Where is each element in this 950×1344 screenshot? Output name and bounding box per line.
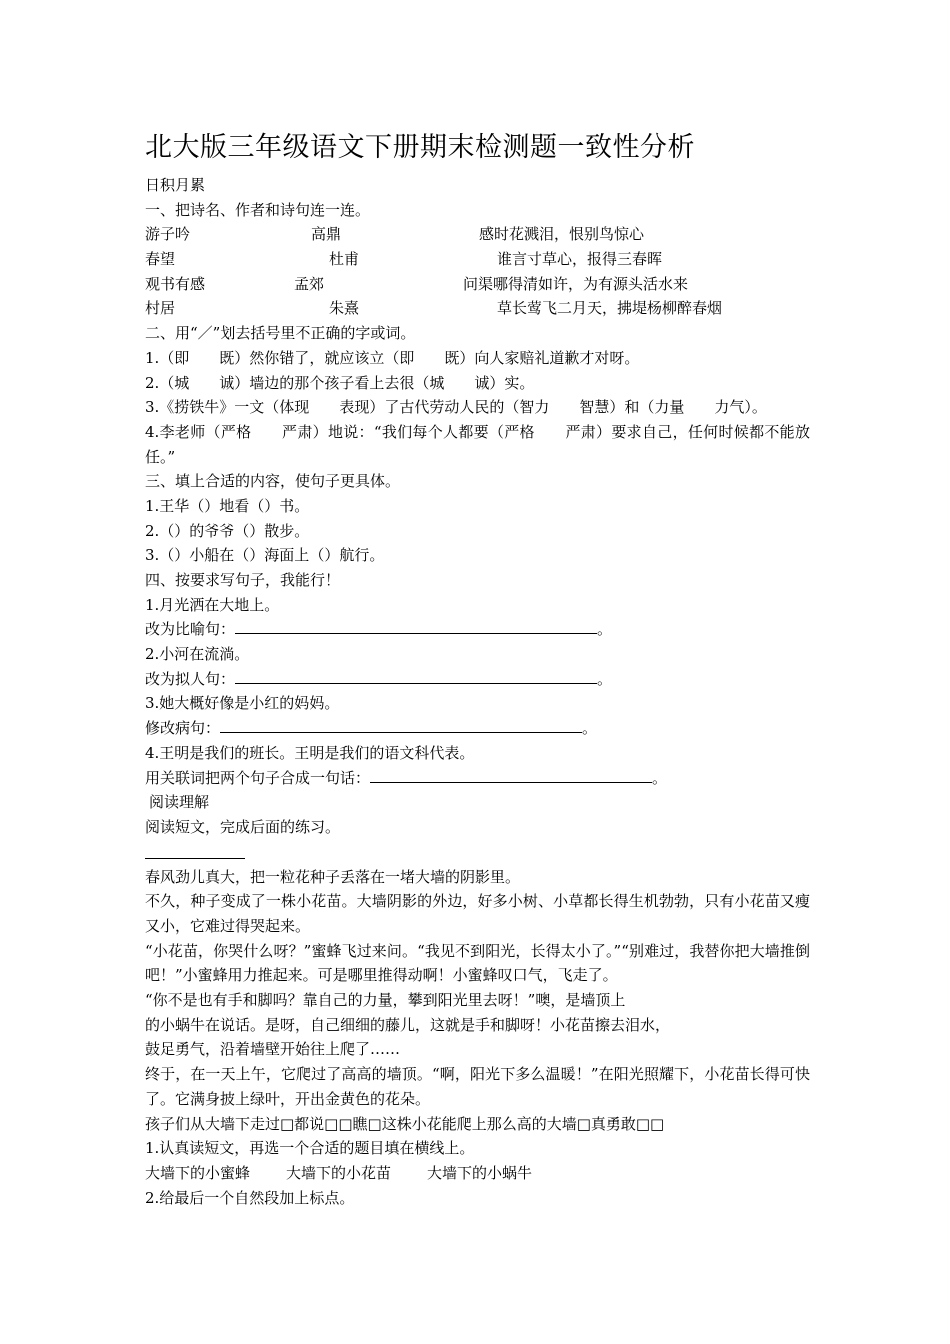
- poem-line: 草长莺飞二月天，拂堤杨柳醉春烟: [497, 299, 723, 318]
- poem-name: 村居: [145, 299, 176, 318]
- q4-answer-line: [145, 617, 810, 642]
- q1-row: [145, 272, 810, 297]
- q3-item: 3.（）小船在（）海面上（）航行。: [145, 546, 385, 565]
- q1-row: [145, 247, 810, 272]
- q4-sentence: 2.小河在流淌。: [145, 645, 250, 664]
- period-mark: 。: [582, 719, 598, 738]
- story-paragraph: 不久，种子变成了一株小花苗。大墙阴影的外边，好多小树、小草都长得生机勃勃，只有小花苗又瘦又小，它难过得哭起来。: [145, 892, 810, 935]
- poet-name: 孟郊: [294, 274, 325, 293]
- reading-task: 1.认真读短文，再选一个合适的题目填在横线上。: [145, 1139, 475, 1158]
- q4-heading: 四、按要求写句子，我能行！: [145, 571, 341, 590]
- poem-name: 观书有感: [145, 274, 206, 293]
- poet-name: 高鼎: [311, 225, 342, 244]
- q4-prompt: 用关联词把两个句子合成一句话：: [145, 768, 371, 787]
- q2-item: 2.（城 诚）墙边的那个孩子看上去很（城 诚）实。: [145, 373, 535, 392]
- poet-name: 杜甫: [329, 250, 360, 269]
- q1-row: [145, 222, 810, 247]
- q1-row: [145, 296, 810, 321]
- q2-heading: 二、用“／”划去括号里不正确的字或词。: [145, 324, 416, 343]
- q3-item: 2.（）的爷爷（）散步。: [145, 521, 310, 540]
- q4-sentence: 4.王明是我们的班长。王明是我们的语文科代表。: [145, 743, 475, 762]
- q2-item: 4.李老师（严格 严肃）地说：“我们每个人都要（严格 严肃）要求自己，任何时候都不能放任。”: [145, 422, 810, 466]
- document-page: [145, 128, 810, 1210]
- answer-blank[interactable]: [220, 717, 582, 733]
- q3-heading: 三、填上合适的内容，使句子更具体。: [145, 472, 401, 491]
- poem-name: 游子吟: [145, 225, 191, 244]
- answer-blank[interactable]: [235, 668, 597, 684]
- title-option: 大墙下的小蜜蜂: [145, 1163, 251, 1182]
- poem-line: 感时花溅泪，恨别鸟惊心: [479, 225, 645, 244]
- story-paragraph: 终于，在一天上午，它爬过了高高的墙顶。“啊，阳光下多么温暖！”在阳光照耀下，小花苗长得可快了。它满身披上绿叶，开出金黄色的花朵。: [145, 1065, 810, 1108]
- period-mark: 。: [597, 620, 613, 639]
- title-option: 大墙下的小蜗牛: [427, 1163, 533, 1182]
- q4-prompt: 改为拟人句：: [145, 669, 236, 688]
- q1-heading: 一、把诗名、作者和诗句连一连。: [145, 200, 371, 219]
- reading-task: 2.给最后一个自然段加上标点。: [145, 1188, 355, 1207]
- answer-blank[interactable]: [235, 618, 597, 634]
- poet-name: 朱熹: [329, 299, 360, 318]
- q4-answer-line: [145, 667, 810, 692]
- poem-name: 春望: [145, 250, 176, 269]
- reading-intro: 阅读短文，完成后面的练习。: [145, 817, 341, 836]
- title-answer-blank[interactable]: [145, 840, 245, 859]
- q4-sentence: 1.月光洒在大地上。: [145, 595, 280, 614]
- section-heading-reading: 阅读理解: [149, 793, 210, 812]
- story-paragraph-line: 的小蜗牛在说话。是呀，自己细细的藤儿，这就是手和脚呀！小花苗擦去泪水，: [145, 1015, 671, 1034]
- answer-blank[interactable]: [370, 767, 652, 783]
- title-options: [145, 1161, 810, 1186]
- story-paragraph-line: “你不是也有手和脚吗？靠自己的力量，攀到阳光里去呀！”噢，是墙顶上: [145, 991, 626, 1010]
- story-paragraph: “小花苗，你哭什么呀？”蜜蜂飞过来问。“我见不到阳光，长得太小了。”“别难过，我替你把大墙推倒吧！”小蜜蜂用力推起来。可是哪里推得动啊！小蜜蜂叹口气，飞走了。: [145, 941, 810, 985]
- q4-sentence: 3.她大概好像是小红的妈妈。: [145, 694, 340, 713]
- q2-item: 3.《捞铁牛》一文（体现 表现）了古代劳动人民的（智力 智慧）和（力量 力气）。: [145, 398, 767, 417]
- period-mark: 。: [652, 768, 668, 787]
- section-heading-accumulate: 日积月累: [145, 176, 206, 194]
- q4-prompt: 改为比喻句：: [145, 620, 236, 639]
- q4-answer-line: [145, 716, 810, 741]
- story-paragraph: 孩子们从大墙下走过□都说□□瞧□这株小花能爬上那么高的大墙□真勇敢□□: [145, 1114, 665, 1133]
- q2-item: 1.（即 既）然你错了，就应该立（即 既）向人家赔礼道歉才对呀。: [145, 348, 640, 367]
- story-paragraph: 春风劲儿真大，把一粒花种子丢落在一堵大墙的阴影里。: [145, 867, 521, 886]
- q4-answer-line: [145, 766, 810, 791]
- period-mark: 。: [597, 669, 613, 688]
- title-option: 大墙下的小花苗: [286, 1163, 392, 1182]
- q4-prompt: 修改病句：: [145, 719, 221, 738]
- poem-line: 谁言寸草心，报得三春晖: [497, 250, 663, 269]
- story-paragraph-line: 鼓足勇气，沿着墙壁开始往上爬了……: [145, 1040, 401, 1059]
- q3-item: 1.王华（）地看（）书。: [145, 496, 310, 515]
- page-title: 北大版三年级语文下册期末检测题一致性分析: [145, 132, 695, 163]
- poem-line: 问渠哪得清如许，为有源头活水来: [463, 274, 689, 293]
